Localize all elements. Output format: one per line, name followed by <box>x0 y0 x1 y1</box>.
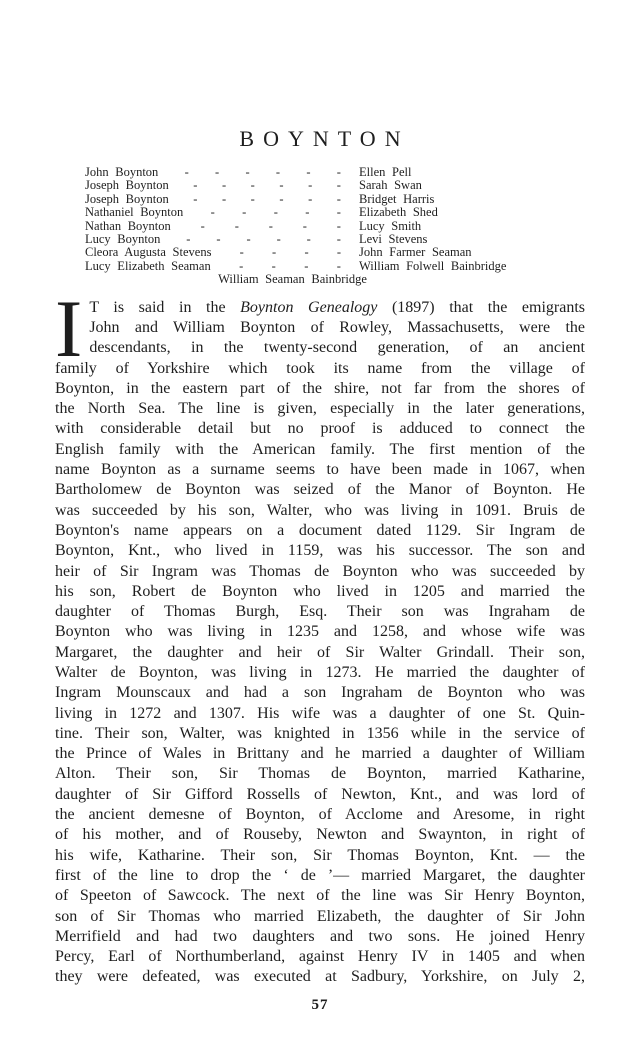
body-text: daughter of Sir Gifford Rossells of Newton, Knt., and was lord of <box>55 785 585 803</box>
pair-left <box>85 179 341 192</box>
paragraph-line <box>55 521 585 541</box>
husband-name: Lucy Boynton <box>85 232 161 247</box>
pair-row <box>85 246 585 259</box>
paragraph-line <box>55 460 585 480</box>
body-text: they were defeated, was executed at Sadbury, Yorkshire, on July 2, <box>55 968 585 986</box>
paragraph-line <box>55 663 585 683</box>
paragraph-line <box>55 501 585 521</box>
leader-dash: - <box>336 178 341 193</box>
body-text: English family with the American family. The first mention of the <box>55 440 585 458</box>
body-text: family of Yorkshire which took its name from the village of <box>55 359 585 377</box>
leader-dash: - <box>210 205 215 220</box>
pair-row <box>85 193 585 206</box>
body-text: of his mother, and of Rouseby, Newton and Swaynton, in right of <box>55 826 585 844</box>
husband-name: John Boynton <box>85 165 159 179</box>
pair-row <box>85 233 585 246</box>
pair-row <box>85 166 585 179</box>
body-text: first of the line to drop the ‘ de ’— married Margaret, the daughter <box>55 866 585 884</box>
paragraph-line <box>55 764 585 784</box>
body-text: with considerable detail but no proof is adduced to connect the <box>55 420 585 438</box>
genealogy-list <box>55 166 585 273</box>
paragraph-line <box>55 562 585 582</box>
paragraph-line <box>55 399 585 419</box>
body-text: the Prince of Wales in Brittany and he married a daughter of William <box>55 745 585 763</box>
page-title: BOYNTON <box>239 126 410 151</box>
body-text: daughter of Thomas Burgh, Esq. Their son was Ingraham de <box>55 603 585 621</box>
paragraph-line <box>55 927 585 947</box>
leader-dash: - <box>306 232 311 247</box>
paragraph-line <box>55 744 585 764</box>
wife-name: William Folwell Bainbridge <box>359 258 507 273</box>
leader-dash: - <box>250 178 255 193</box>
drop-cap: I <box>55 282 83 374</box>
wife-name: Elizabeth Shed <box>359 205 438 220</box>
husband-name: Cleora Augusta Stevens <box>85 245 212 260</box>
body-text: Ingram Mounscaux and had a son Ingraham de Boynton who was <box>55 684 585 702</box>
paragraph-line <box>55 541 585 561</box>
paragraph-line <box>55 379 585 399</box>
page-number: 57 <box>311 996 329 1013</box>
leader-dash: - <box>239 245 244 260</box>
leader-dash: - <box>268 218 273 233</box>
leader-dash: - <box>308 178 313 193</box>
wife-name: Lucy Smith <box>359 218 422 233</box>
leader-dash: - <box>250 191 255 206</box>
body-text: Boynton, in the eastern part of the shire, not far from the shores of <box>55 379 585 397</box>
body-text: (1897) that the emigrants <box>377 298 586 316</box>
body-text: John and William Boynton of Rowley, Massachusetts, were the <box>89 318 585 336</box>
leader-dash: - <box>186 232 191 247</box>
body-text: his wife, Katharine. Their son, Sir Thomas Boynton, Knt. — the <box>55 846 585 864</box>
body-text: living in 1272 and 1307. His wife was a daughter of one St. Quin- <box>55 704 585 722</box>
leader-dash: - <box>304 245 309 260</box>
body-text: of Speeton of Sawcock. The next of the line was Sir Henry Boynton, <box>55 887 585 905</box>
leader-dash: - <box>336 165 341 179</box>
paragraph-line <box>55 359 585 379</box>
pair-left <box>85 220 341 233</box>
body-text: Merrifield and had two daughters and two sons. He joined Henry <box>55 927 585 945</box>
leader-dash: - <box>336 218 341 233</box>
pair-left <box>85 206 341 219</box>
pair-row <box>85 260 585 273</box>
paragraph-line <box>55 825 585 845</box>
leader-dash: - <box>273 205 278 220</box>
main-paragraph <box>55 282 586 988</box>
leader-dash: - <box>336 245 341 260</box>
wife-name: Sarah Swan <box>359 178 422 193</box>
pair-row <box>85 220 585 233</box>
body-text: son of Sir Thomas who married Elizabeth, the daughter of Sir John <box>55 907 585 925</box>
leader-dash: - <box>304 258 309 273</box>
pair-left <box>85 246 341 259</box>
italic-text: Boynton Genealogy <box>240 298 378 316</box>
paragraph-line <box>55 846 585 866</box>
pair-left <box>85 260 341 273</box>
leader-dash: - <box>279 178 284 193</box>
paragraph-line <box>55 785 585 805</box>
body-text: Boynton who was living in 1235 and 1258, and whose wife was <box>55 623 585 641</box>
body-text: his son, Robert de Boynton who lived in 1205 and married the <box>55 582 585 600</box>
leader-dash: - <box>246 232 251 247</box>
pair-row <box>85 179 585 192</box>
wife-name: John Farmer Seaman <box>359 245 472 260</box>
leader-dash: - <box>271 258 276 273</box>
leader-dash: - <box>336 232 341 247</box>
paragraph-line <box>55 419 585 439</box>
body-text: Bartholomew de Boynton was seized of the Manor of Boynton. He <box>55 481 585 499</box>
body-text: the North Sea. The line is given, especially in the later generations, <box>55 400 585 418</box>
leader-dash: - <box>245 165 250 179</box>
paragraph-line <box>55 643 585 663</box>
leader-dash: - <box>305 205 310 220</box>
pair-left <box>85 193 341 206</box>
leader-dash: - <box>308 191 313 206</box>
body-text: was succeeded by his son, Walter, who was living in 1091. Bruis de <box>55 501 585 519</box>
body-text: Percy, Earl of Northumberland, against Henry IV in 1405 and when <box>55 948 585 966</box>
leader-dash: - <box>279 191 284 206</box>
paragraph-line <box>55 866 585 886</box>
leader-dash: - <box>275 165 281 179</box>
text-column <box>55 0 585 1014</box>
body-text: Walter de Boynton, was living in 1273. He married the daughter of <box>55 664 585 681</box>
body-text: Alton. Their son, Sir Thomas de Boynton, married Katharine, <box>55 765 585 783</box>
body-text: the ancient demesne of Boynton, of Acclome and Aresome, in right <box>55 806 585 824</box>
leader-dash: - <box>221 178 227 193</box>
body-text: tine. Their son, Walter, was knighted in 1356 while in the service of <box>55 724 585 742</box>
husband-name: Nathan Boynton <box>85 218 171 233</box>
paragraph-line <box>55 967 585 987</box>
paragraph-line <box>55 582 585 602</box>
leader-dash: - <box>302 218 307 233</box>
paragraph-line <box>55 704 585 724</box>
leader-dash: - <box>272 245 277 260</box>
leader-dash: - <box>193 191 198 206</box>
paragraph-line <box>55 440 585 460</box>
body-text: heir of Sir Ingram was Thomas de Boynton who was succeeded by <box>55 562 585 580</box>
body-text: T is said in the <box>89 298 241 316</box>
leader-dash: - <box>336 258 341 273</box>
paragraph-line <box>55 805 585 825</box>
pair-row <box>85 206 585 219</box>
leader-dash: - <box>200 218 205 233</box>
paragraph-line <box>55 622 585 642</box>
centered-descendant-name: William Seaman Bainbridge <box>218 272 367 287</box>
paragraph-line <box>55 298 585 318</box>
husband-name: Nathaniel Boynton <box>85 205 184 220</box>
leader-dash: - <box>336 205 341 220</box>
leader-dash: - <box>239 258 244 273</box>
wife-name: Levi Stevens <box>359 232 428 247</box>
wife-name: Ellen Pell <box>359 165 412 179</box>
leader-dash: - <box>184 165 189 179</box>
leader-dash: - <box>242 205 247 220</box>
body-text: Margaret, the daughter and heir of Sir Walter Grindall. Their son, <box>55 643 585 661</box>
body-text: name Boynton as a surname seems to have been made in 1067, when <box>55 461 585 479</box>
leader-dash: - <box>306 165 311 179</box>
paragraph-line <box>55 724 585 744</box>
body-text: Boynton's name appears on a document dated 1129. Sir Ingram de <box>55 521 585 539</box>
husband-name: Joseph Boynton <box>85 178 169 193</box>
body-text: descendants, in the twenty-second generation, of an ancient <box>89 339 585 357</box>
leader-dash: - <box>193 178 198 193</box>
paragraph-line <box>55 683 585 703</box>
leader-dash: - <box>221 191 227 206</box>
body-text: Boynton, Knt., who lived in 1159, was his successor. The son and <box>55 542 585 560</box>
husband-name: Joseph Boynton <box>85 191 169 206</box>
leader-dash: - <box>336 191 341 206</box>
paragraph-line <box>55 602 585 622</box>
leader-dash: - <box>215 165 220 179</box>
wife-name: Bridget Harris <box>359 191 435 206</box>
leader-dash: - <box>216 232 221 247</box>
pair-left <box>85 166 341 179</box>
leader-dash: - <box>276 232 281 247</box>
paragraph-line <box>55 318 585 338</box>
pair-left <box>85 233 341 246</box>
paragraph-line <box>55 338 585 358</box>
husband-name: Lucy Elizabeth Seaman <box>85 258 211 273</box>
leader-dash: - <box>234 218 239 233</box>
paragraph-line <box>55 907 585 927</box>
paragraph-line <box>55 947 585 967</box>
paragraph-line <box>55 886 585 906</box>
paragraph-line <box>55 480 585 500</box>
